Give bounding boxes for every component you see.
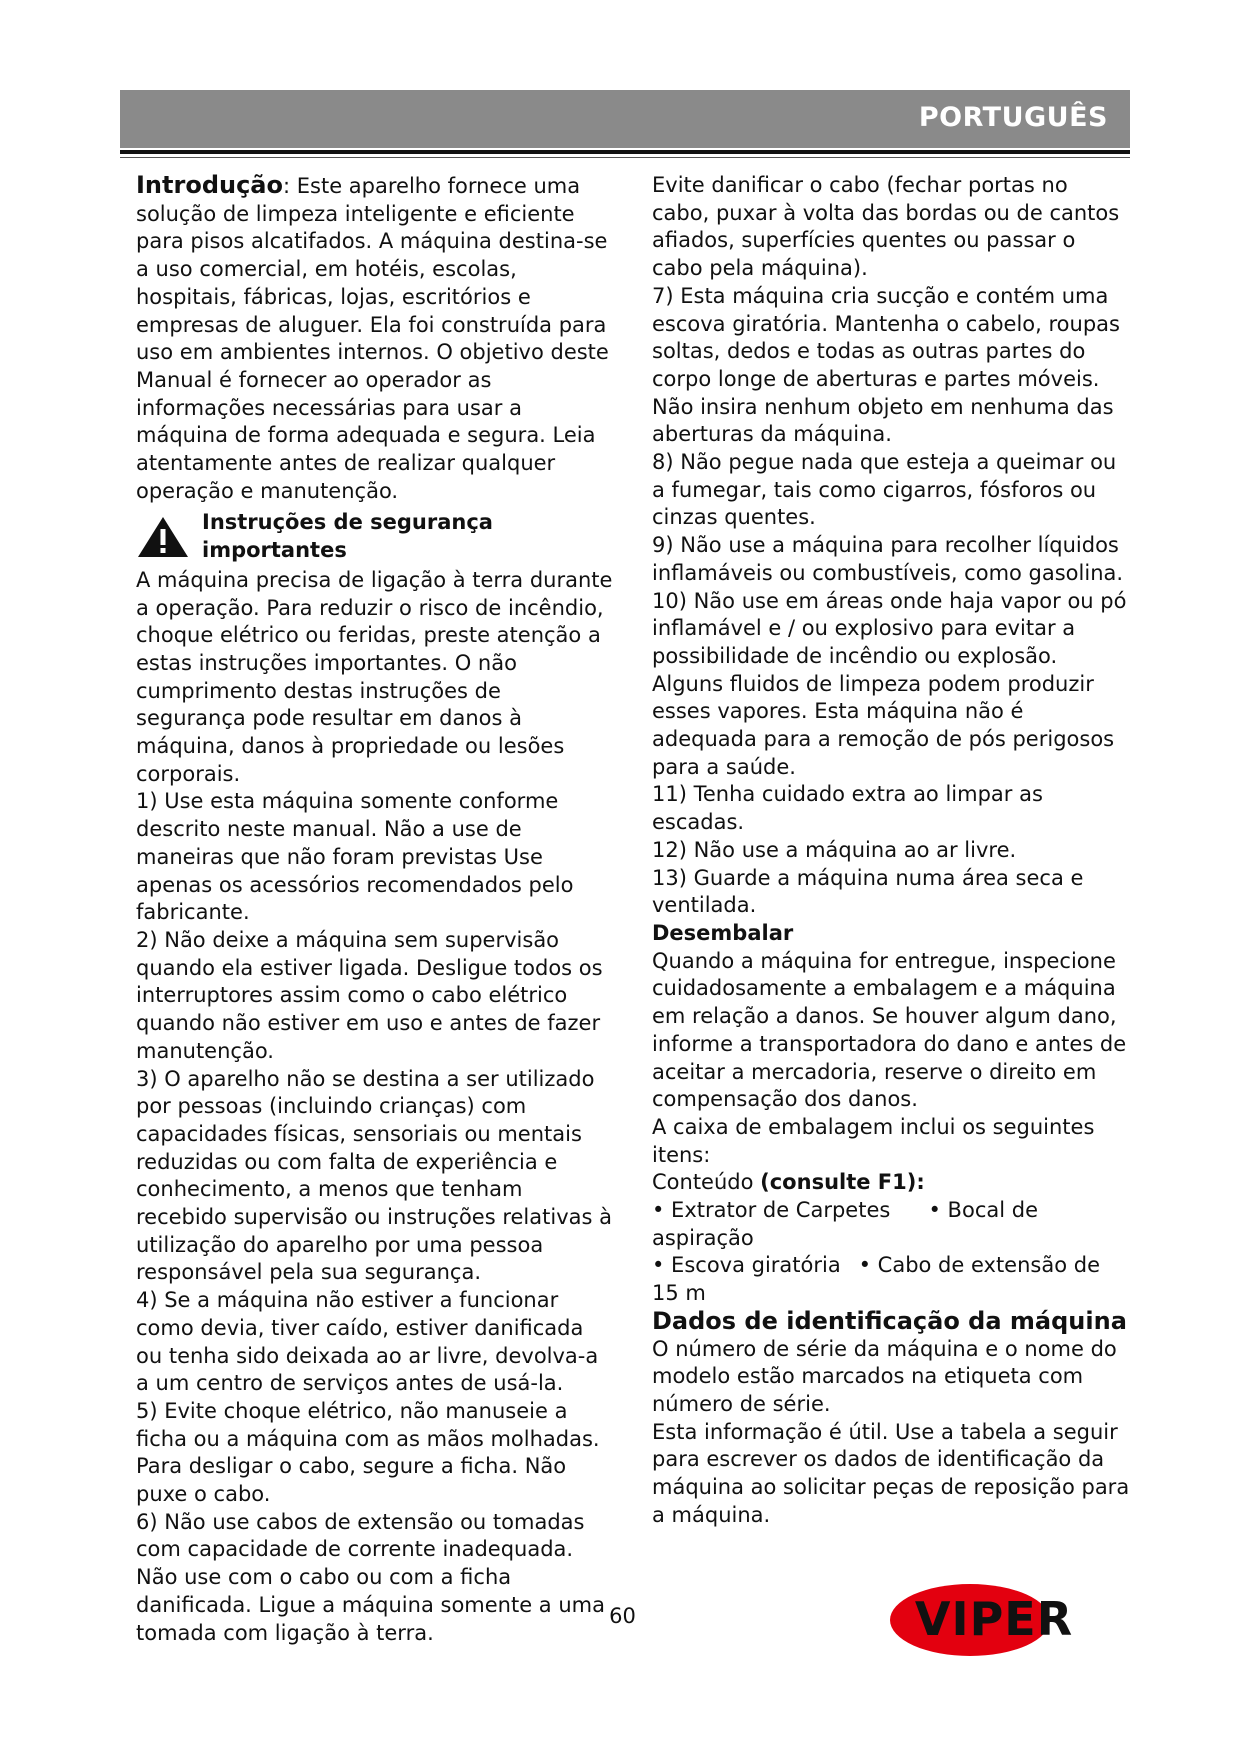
safety-intro: A máquina precisa de ligação à terra durante a operação. Para reduzir o risco de incêndio, choque elétrico ou feridas, preste atenção a estas instruções importantes. O não cumprimento destas instruções de segurança pode resultar em danos à máquina, danos à propriedade ou lesões corporais. — [136, 567, 613, 786]
intro-text: : Este aparelho fornece uma solução de limpeza inteligente e eficiente para pisos alcatifados. A máquina destina-se a uso comercial, em hotéis, escolas, hospitais, fábricas, lojas, escritórios e empresas de aluguer. Ela foi construída para uso em ambientes internos. O objetivo deste Manual é fornecer ao operador as informações necessárias para usar a máquina de forma adequada e segura. Leia atentamente antes de realizar qualquer operação e manutenção. — [136, 174, 609, 503]
safety-item-13: 13) Guarde a máquina numa área seca e ventilada. — [652, 865, 1084, 918]
unpack-heading: Desembalar — [652, 920, 794, 945]
content-item-extractor: • Extrator de Carpetes — [652, 1198, 891, 1223]
safety-item-8: 8) Não pegue nada que esteja a queimar ou a fumegar, tais como cigarros, fósforos ou cinzas quentes. — [652, 450, 1117, 530]
identification-heading: Dados de identificação da máquina — [652, 1306, 1127, 1335]
svg-text:VIPER: VIPER — [914, 1592, 1074, 1646]
content-item-brush: • Escova giratória — [652, 1253, 841, 1278]
identification-text-2: Esta informação é útil. Use a tabela a seguir para escrever os dados de identificação da máquina ao solicitar peças de reposição para a máquina. — [652, 1419, 1130, 1527]
safety-item-1: 1) Use esta máquina somente conforme descrito neste manual. Não a use de maneiras que não foram previstas Use apenas os acessórios recomendados pelo fabricante. — [136, 789, 574, 925]
header-rule-thin — [120, 157, 1130, 158]
box-contents-intro: A caixa de embalagem inclui os seguintes itens: — [652, 1114, 1095, 1167]
contents-figure-ref: (consulte F1): — [760, 1170, 925, 1195]
safety-heading-row — [136, 509, 614, 564]
left-column — [136, 172, 614, 1647]
warning-triangle-icon — [136, 515, 190, 559]
content-item-cable: • Cabo de extensão de — [858, 1253, 1100, 1278]
safety-item-11: 11) Tenha cuidado extra ao limpar as escadas. — [652, 782, 1043, 835]
header-rule-thick — [120, 150, 1130, 154]
identification-text-1: O número de série da máquina e o nome do modelo estão marcados na etiqueta com número de série. — [652, 1336, 1117, 1416]
right-column — [652, 172, 1130, 1529]
safety-item-6-cont: Não use com o cabo ou com a ficha danificada. Ligue a máquina somente a uma tomada com ligação à terra. — [136, 1565, 605, 1645]
page-number: 60 — [609, 1604, 636, 1628]
contents-row-1 — [652, 1197, 1130, 1225]
safety-heading: Instruções de segurança importantes — [202, 510, 493, 563]
safety-item-4: 4) Se a máquina não estiver a funcionar como devia, tiver caído, estiver danificada ou tenha sido deixada ao ar livre, devolva-a a um centro de serviços antes de usá-la. — [136, 1288, 599, 1396]
unpack-text: Quando a máquina for entregue, inspecione cuidadosamente a embalagem e a máquina em relação a danos. Se houver algum dano, informe a transportadora do dano e antes de aceitar a mercadoria, reserve o direito em compensação dos danos. — [652, 948, 1127, 1112]
content-item-cable-cont: 15 m — [652, 1281, 706, 1306]
contents-line — [652, 1169, 1130, 1197]
safety-item-6: 6) Não use cabos de extensão ou tomadas com capacidade de corrente inadequada. — [136, 1509, 585, 1562]
safety-item-10: 10) Não use em áreas onde haja vapor ou pó inflamável e / ou explosivo para evitar a possibilidade de incêndio ou explosão. Alguns fluidos de limpeza podem produzir esses vapores. Esta máquina não é adequada para a remoção de pós perigosos para a saúde. — [652, 588, 1127, 779]
safety-item-3: 3) O aparelho não se destina a ser utilizado por pessoas (incluindo crianças) com capacidades físicas, sensoriais ou mentais reduzidas ou com falta de experiência e conhecimento, a menos que tenham recebido supervisão ou instruções relativas à utilização do aparelho por uma pessoa responsável pela sua segurança. — [136, 1066, 612, 1285]
safety-item-6-cable: Evite danificar o cabo (fechar portas no cabo, puxar à volta das bordas ou de cantos afiados, superfícies quentes ou passar o cabo pela máquina). — [652, 173, 1120, 281]
intro-paragraph — [136, 172, 614, 505]
viper-logo — [888, 1578, 1098, 1658]
intro-heading: Introdução — [136, 171, 283, 199]
language-header-bar — [120, 90, 1130, 148]
safety-item-7: 7) Esta máquina cria sucção e contém uma escova giratória. Mantenha o cabelo, roupas soltas, dedos e todas as outras partes do corpo longe de aberturas e partes móveis. Não insira nenhum objeto em nenhuma das aberturas da máquina. — [652, 283, 1120, 447]
content-item-nozzle: • Bocal de — [928, 1198, 1038, 1223]
safety-item-9: 9) Não use a máquina para recolher líquidos inflamáveis ou combustíveis, como gasolina. — [652, 533, 1124, 585]
safety-item-2: 2) Não deixe a máquina sem supervisão quando ela estiver ligada. Desligue todos os interruptores assim como o cabo elétrico quando não estiver em uso e antes de fazer manutenção. — [136, 927, 603, 1063]
safety-item-5: 5) Evite choque elétrico, não manuseie a ficha ou a máquina com as mãos molhadas. Para desligar o cabo, segure a ficha. Não puxe o cabo. — [136, 1398, 600, 1507]
contents-row-2 — [652, 1252, 1130, 1280]
language-title: PORTUGUÊS — [918, 102, 1108, 133]
contents-label: Conteúdo — [652, 1170, 761, 1195]
safety-item-12: 12) Não use a máquina ao ar livre. — [652, 837, 1017, 862]
content-item-nozzle-cont: aspiração — [652, 1225, 754, 1250]
